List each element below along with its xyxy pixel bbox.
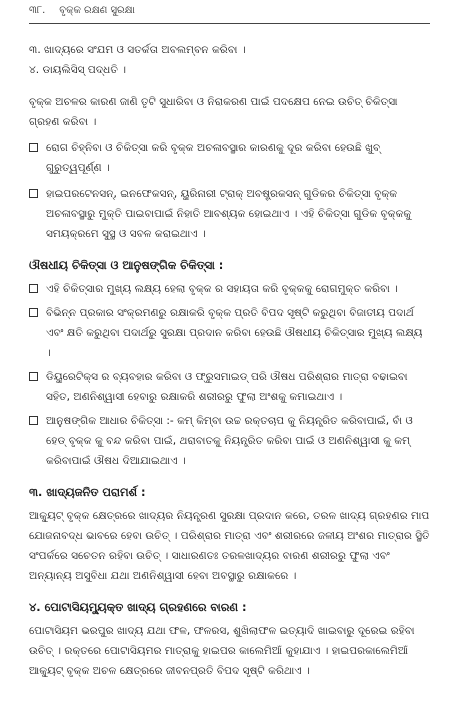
section-heading: ୩. ଖାଦ୍ୟଜନିତ ପରାମର୍ଶ : bbox=[29, 485, 146, 499]
list-item: ହାଇପରଟେନସନ୍, ଇନଫେକସନ୍, ୟୁରିନାରୀ ଟ୍ରାକ୍ ଅବଷ୍ଟ୍ରକସନ୍ ଗୁଡିକର ଚିକିତ୍ସା ବୃକ୍କ ଅଚଳାବସ୍ଥାରୁ ମୁକ୍ତି ପାଇବାପାଇଁ ନିହାତି ଆବଶ୍ୟକ ହୋଇଥାଏ । ଏହି ଚିକିତ୍ସା ଗୁଡିକ ବୃକ୍କକୁ ସମୟକ୍ରମେ ସୁସ୍ଥ ଓ ସବଳ କରାଇଥାଏ । bbox=[29, 184, 430, 244]
checkbox-bullet-icon bbox=[29, 143, 38, 152]
list-item: ରୋଗ ଚିହ୍ନିବା ଓ ଚିକିତ୍ସା କରି ବୃକ୍କ ଅଚଳାବସ୍ଥାର କାରଣକୁ ଦୂର କରିବା ହେଉଛି ଖୁବ୍ ଗୁରୁତ୍ୱପୂର୍ଣ୍ଣ । bbox=[29, 138, 430, 178]
intro-paragraph: ବୃକ୍କ ଅଚଳର କାରଣ ଜାଣି ତୃଟି ସୁଧାରିବା ଓ ନିରାକରଣ ପାଇଁ ପଦକ୍ଷେପ ନେଇ ଉଚିତ୍ ଚିକିତ୍ସା ଗ୍ରହଣ କରିବା । bbox=[29, 96, 398, 128]
checkbox-bullet-icon bbox=[29, 416, 38, 425]
running-header bbox=[29, 0, 430, 22]
header-divider bbox=[29, 23, 430, 24]
checkbox-bullet-icon bbox=[29, 284, 38, 293]
section-heading: ଔଷଧୀୟ ଚିକିତ୍ସା ଓ ଆନୁଷଙ୍ଗିକ ଚିକିତ୍ସା : bbox=[29, 258, 224, 272]
section-paragraph: ଆକ୍ୟୁଟ୍ ବୃକ୍କ କ୍ଷେତ୍ରରେ ଖାଦ୍ୟର ନିୟନ୍ତ୍ରଣ ସୁରକ୍ଷା ପ୍ରଦାନ କରେ, ତରଳ ଖାଦ୍ୟ ଗ୍ରହଣର ମାପ ଯୋଜନାବଦ୍ଧ ଭାବରେ ହେବା ଉଚିତ୍ । ପରିଶ୍ରାର ମାତ୍ରା ଏବଂ ଶରୀରରେ ଜଳୀୟ ଅଂଶର ମାତ୍ରାର ସ୍ଥିତି ସଂପର୍କରେ ସଚେତନ ରହିବା ଉଚିତ୍ । ସାଧାରଣତଃ ତରଳଖାଦ୍ୟର ବାରଣ ଶରୀରରୁ ଫୁଲା ଏବଂ ଅନ୍ୟାନ୍ୟ ଅସୁବିଧା ଯଥା ଅଣନିଶ୍ୱାସୀ ହେବା ଅବସ୍ଥାରୁ ରକ୍ଷାକରେ । bbox=[29, 510, 430, 582]
page-number: ୩୮. bbox=[29, 5, 46, 16]
list-item: ବିଭିନ୍ନ ପ୍ରକାର ସଂକ୍ରମଣରୁ ରକ୍ଷାକରି ବୃକ୍କ ପ୍ରତି ବିପଦ ସୃଷ୍ଟି କରୁଥିବା ବିଜାତୀୟ ପଦାର୍ଥ ଏବଂ କ୍ଷତି କରୁଥିବା ପଦାର୍ଥରୁ ସୁରକ୍ଷା ପ୍ରଦାନ କରିବା ହେଉଛି ଔଷଧୀୟ ଚିକିତ୍ସାର ମୁଖ୍ୟ ଲକ୍ଷ୍ୟ । bbox=[29, 303, 430, 363]
header-title: ବୃକ୍କ ରକ୍ଷଣ ସୁରକ୍ଷା bbox=[59, 5, 135, 16]
point-4: ୪. ଡାୟଲିସିସ୍ ପଦ୍ଧତି । bbox=[29, 64, 127, 76]
section-paragraph: ପୋଟାସିୟମ ଭରପୁର ଖାଦ୍ୟ ଯଥା ଫଳ, ଫଳରସ, ଶୁଖିଲାଫଳ ଇତ୍ୟାଦି ଖାଇବାରୁ ଦୂରେଇ ରହିବା ଉଚିତ୍ । ରକ୍ତରେ ପୋଟାସିୟମର ମାତ୍ରାକୁ ହାଇପର କାଲେମିଆଁ କୁହାଯାଏ । ହାଇପରକାଲେମିଆଁ ଆକ୍ୟୁଟ୍ ବୃକ୍କ ଅଚଳ କ୍ଷେତ୍ରରେ ଜୀବନପ୍ରତି ବିପଦ ସୃଷ୍ଟି କରିଥାଏ । bbox=[29, 625, 415, 677]
section-heading: ୪. ପୋଟାସିୟମ୍ୟୁକ୍ତ ଖାଦ୍ୟ ଗ୍ରହଣରେ ବାରଣ : bbox=[29, 600, 247, 614]
point-3: ୩. ଖାଦ୍ୟରେ ସଂଯମ ଓ ସତର୍କତା ଅବଲମ୍ବନ କରିବା । bbox=[29, 44, 246, 56]
list-item: ଆନୁଷଙ୍ଗିକ ଆଧାର ଚିକିତ୍ସା :- କମ୍ କିମ୍ବା ଉଚ୍ଚ ରକ୍ତଚାପ କୁ ନିୟନ୍ତ୍ରିତ କରିବାପାଇଁ, ବାଁ ଓ ହେଡ୍ ବୃକ୍କ କୁ ବନ୍ଦ କରିବା ପାଇଁ, ଥରାବାତକୁ ନିୟନ୍ତ୍ରିତ କରିବା ପାଇଁ ଓ ଅଣନିଶ୍ୱାସୀ କୁ କମ୍ କରିବାପାଇଁ ଔଷଧ ଦିଆଯାଇଥାଏ । bbox=[29, 411, 430, 471]
checkbox-bullet-icon bbox=[29, 308, 38, 317]
list-item: ଡିୟୁରେଟିକ୍ସ ର ବ୍ୟବହାର କରିବା ଓ ଫ୍ରୁସମାଇଡ୍ ପରି ଔଷଧ ପରିଶ୍ରାର ମାତ୍ରା ବଢାଇବା ସହିତ, ଅଣନିଶ୍ୱାସୀ ହେବାରୁ ରକ୍ଷାକରି ଶରୀରରୁ ଫୁଲା ଅଂଶକୁ କମାଇଥାଏ । bbox=[29, 367, 430, 407]
checkbox-bullet-icon bbox=[29, 372, 38, 381]
body-text bbox=[29, 22, 430, 681]
checkbox-bullet-icon bbox=[29, 189, 38, 198]
list-item: ଏହି ଚିକିତ୍ସାର ମୁଖ୍ୟ ଲକ୍ଷ୍ୟ ହେଲା ବୃକ୍କ ର ସହାୟତା କରି ବୃକ୍କକୁ ରୋଗମୁକ୍ତ କରିବା । bbox=[29, 279, 430, 299]
